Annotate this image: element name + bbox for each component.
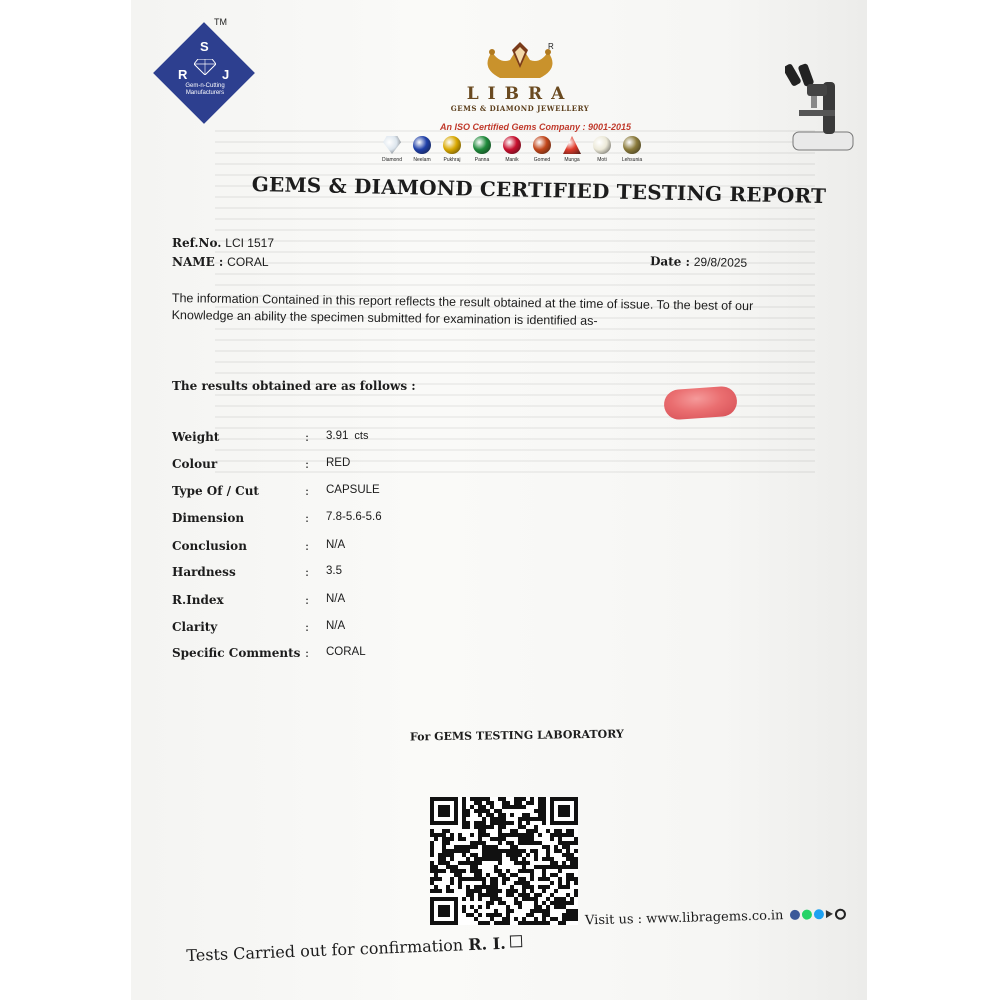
gem-item [560, 136, 584, 163]
property-value [326, 511, 382, 523]
gem-label: Moti [597, 157, 607, 163]
gem-label: Pukhraj [443, 157, 461, 163]
property-unit: cts [354, 430, 369, 442]
gemstone-icon [623, 136, 641, 154]
gemstone-icon [383, 136, 401, 154]
gem-label: Munga [564, 157, 580, 163]
intro-line-1: The information Contained in this report reflects the result obtained at the time of issue. To the best of our [171, 290, 754, 314]
property-key: Dimension [172, 511, 245, 525]
gem-item [590, 136, 614, 163]
name-label: NAME : [172, 255, 224, 269]
property-value [326, 484, 380, 496]
property-separator: : [305, 565, 310, 579]
property-key: Weight [172, 430, 220, 444]
gem-label: Manik [505, 157, 519, 163]
property-value-text: N/A [326, 593, 346, 605]
logo-letter-r: R [178, 67, 188, 82]
gem-item [380, 136, 404, 163]
logo-subtitle: Gem-n-Cutting Manufacturers [185, 83, 225, 96]
facebook-icon[interactable] [789, 910, 799, 920]
property-value [326, 646, 366, 658]
website-text[interactable]: Visit us : www.libragems.co.in [584, 908, 784, 929]
date-value: 29/8/2025 [693, 254, 748, 270]
property-key: Hardness [172, 565, 236, 579]
gem-item [620, 136, 644, 163]
property-separator: : [305, 457, 310, 471]
social-icons [789, 909, 845, 921]
results-heading: The results obtained are as follows : [172, 379, 416, 393]
property-separator: : [305, 593, 310, 607]
gem-label: Diamond [381, 157, 402, 163]
property-value-text: 3.5 [326, 565, 342, 577]
specimen-name [172, 255, 269, 269]
date-label: Date : [649, 254, 691, 269]
gem-label: Gomed [533, 157, 551, 163]
libra-brand [440, 38, 600, 113]
brand-name: LIBRA [466, 84, 574, 104]
property-key: R.Index [172, 593, 224, 607]
gem-item [530, 136, 554, 163]
property-key: Colour [172, 457, 218, 471]
property-value [326, 593, 345, 605]
ref-number [172, 236, 274, 250]
property-value-text: 7.8-5.6-5.6 [326, 511, 382, 523]
srj-logo [150, 17, 260, 125]
gemstone-icon [503, 136, 521, 154]
ref-label: Ref.No. [172, 236, 222, 250]
name-value: CORAL [227, 255, 269, 269]
gemstone-icon [443, 136, 461, 154]
gem-item [500, 136, 524, 163]
gem-label: Panna [474, 157, 490, 163]
youtube-play-icon[interactable] [825, 910, 832, 918]
logo-letter-j: J [222, 67, 230, 82]
gemstone-icon [593, 136, 611, 154]
property-value [326, 457, 350, 469]
logo-letter-s: S [200, 39, 209, 54]
property-key: Type Of / Cut [172, 484, 259, 498]
property-value [326, 430, 368, 442]
coral-specimen-photo [663, 385, 738, 420]
property-value-text: CORAL [326, 646, 366, 658]
gemstone-icon [413, 136, 431, 154]
lab-signature: For GEMS TESTING LABORATORY [409, 727, 624, 744]
gem-label: Lehsunia [621, 157, 643, 163]
crown-crest-icon [470, 38, 570, 82]
property-value [326, 565, 342, 577]
instagram-icon[interactable] [834, 909, 845, 920]
gemstone-icon [473, 136, 491, 154]
property-value-text: N/A [326, 620, 346, 632]
footer-text: Tests Carried out for confirmation [186, 935, 464, 965]
trademark-mark: TM [214, 17, 227, 27]
property-value-text: RED [326, 457, 351, 469]
property-key: Conclusion [172, 539, 247, 553]
gemstone-icon [533, 136, 551, 154]
property-value-text: CAPSULE [326, 484, 380, 496]
property-key: Specific Comments [172, 646, 301, 660]
property-separator: : [305, 430, 310, 444]
property-separator: : [305, 539, 310, 553]
diamond-icon [194, 59, 216, 75]
twitter-icon[interactable] [813, 909, 823, 919]
property-key: Clarity [172, 620, 218, 634]
ref-value: LCI 1517 [225, 236, 274, 250]
property-separator: : [305, 511, 310, 525]
gem-item [470, 136, 494, 163]
report-date [650, 254, 747, 270]
microscope-icon [785, 62, 857, 162]
property-value-text: N/A [326, 539, 346, 551]
property-separator: : [305, 484, 310, 498]
gemstone-strip [380, 136, 644, 163]
registered-mark: R [548, 42, 554, 51]
qr-code[interactable] [430, 797, 578, 925]
gemstone-icon [563, 136, 581, 154]
property-value [326, 539, 345, 551]
gem-item [440, 136, 464, 163]
property-separator: : [305, 620, 310, 634]
footer-ri: R. I. [467, 933, 507, 955]
property-value-text: 3.91 [326, 430, 349, 442]
whatsapp-icon[interactable] [801, 909, 811, 919]
iso-certification: An ISO Certified Gems Company : 9001-2015 [440, 122, 632, 132]
property-separator: : [305, 646, 310, 660]
gem-item [410, 136, 434, 163]
property-value [326, 620, 345, 632]
intro-line-2: Knowledge an ability the specimen submitted for examination is identified as- [171, 307, 598, 328]
report-title: GEMS & DIAMOND CERTIFIED TESTING REPORT [251, 172, 827, 209]
gem-label: Neelam [413, 157, 431, 163]
checkbox-square [509, 935, 521, 947]
brand-tagline: GEMS & DIAMOND JEWELLERY [450, 104, 590, 113]
